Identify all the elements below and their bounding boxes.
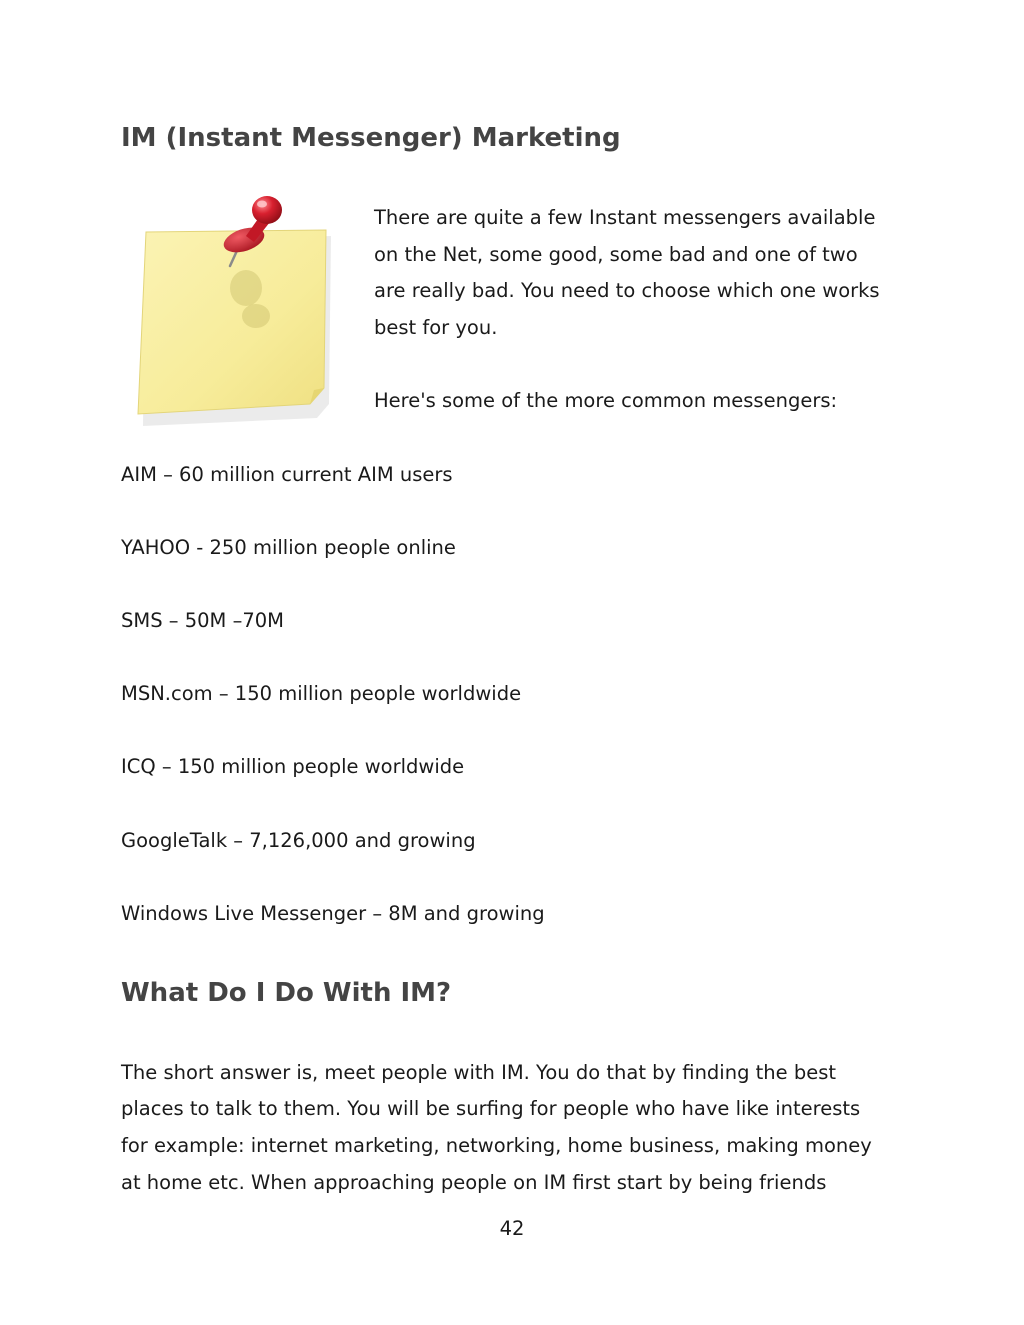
messenger-item-aim: AIM – 60 million current AIM users xyxy=(121,463,453,486)
body-line-3: for example: internet marketing, networking, home business, making money xyxy=(121,1134,872,1157)
messenger-item-msn: MSN.com – 150 million people worldwide xyxy=(121,682,522,705)
intro-line-2: on the Net, some good, some bad and one of two xyxy=(374,243,858,266)
intro-line-3: are really bad. You need to choose which one works xyxy=(374,279,880,302)
messenger-item-icq: ICQ – 150 million people worldwide xyxy=(121,755,465,778)
intro-line-4: best for you. xyxy=(374,316,498,339)
messenger-item-yahoo: YAHOO - 250 million people online xyxy=(121,536,456,559)
messenger-item-windows-live: Windows Live Messenger – 8M and growing xyxy=(121,902,545,925)
messenger-item-sms: SMS – 50M –70M xyxy=(121,609,284,632)
section-heading-im-marketing: IM (Instant Messenger) Marketing xyxy=(121,123,621,153)
sticky-note-pushpin-icon xyxy=(128,188,338,428)
messenger-item-googletalk: GoogleTalk – 7,126,000 and growing xyxy=(121,829,476,852)
messengers-lead-in: Here's some of the more common messengers: xyxy=(374,389,838,412)
section-heading-what-do-i-do: What Do I Do With IM? xyxy=(121,978,452,1008)
body-line-2: places to talk to them. You will be surfing for people who have like interests xyxy=(121,1097,861,1120)
body-line-1: The short answer is, meet people with IM. You do that by finding the best xyxy=(121,1061,837,1084)
intro-line-1: There are quite a few Instant messengers available xyxy=(374,206,876,229)
page-number: 42 xyxy=(499,1217,525,1240)
body-line-4: at home etc. When approaching people on IM first start by being friends xyxy=(121,1171,827,1194)
